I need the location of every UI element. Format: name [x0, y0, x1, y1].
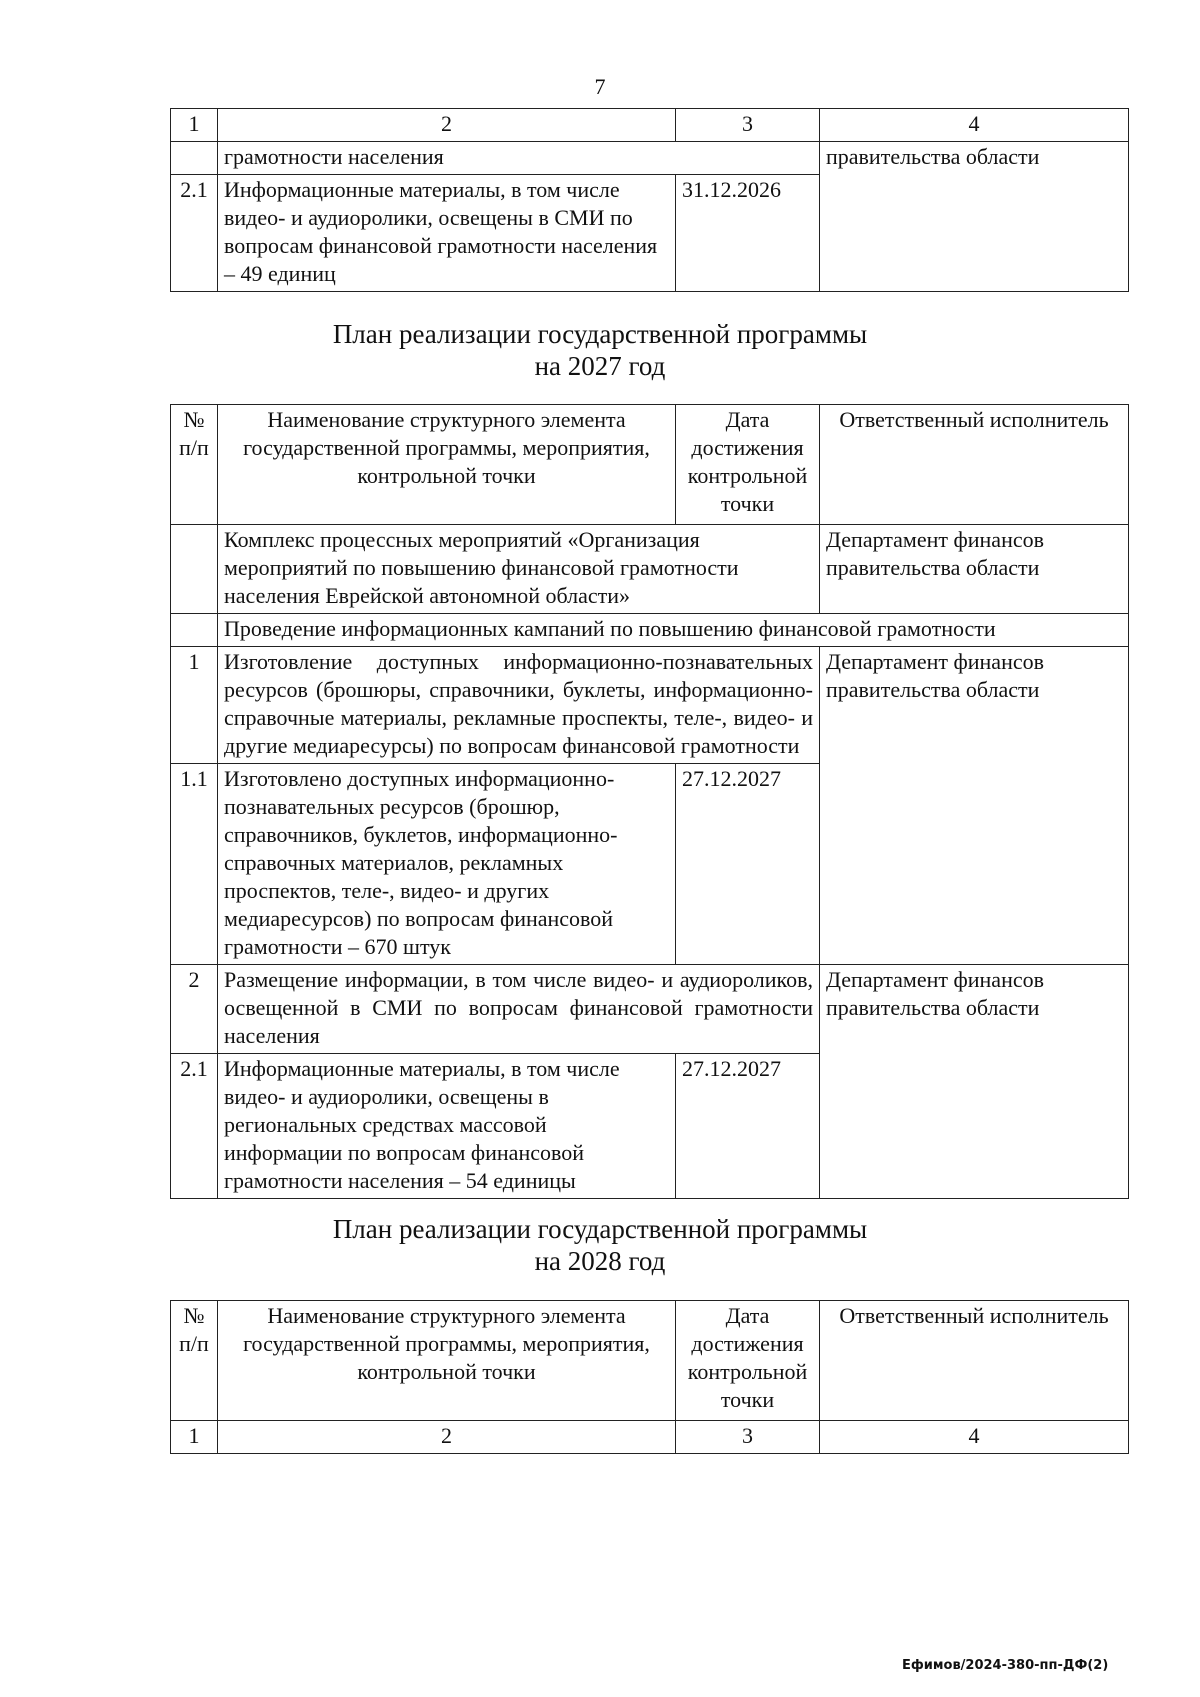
header-name: Наименование структурного элемента государственной программы, мероприятия, контрольной точки — [218, 1301, 676, 1421]
section-title-line: на 2028 год — [534, 1246, 666, 1276]
col-number-1: 1 — [171, 1421, 218, 1454]
row-number: 2 — [171, 965, 218, 1054]
campaign-heading: Проведение информационных кампаний по повышению финансовой грамотности — [218, 614, 1129, 647]
row-number: 1.1 — [171, 764, 218, 965]
header-executor: Ответственный исполнитель — [820, 1301, 1129, 1421]
complex-name: Комплекс процессных мероприятий «Организация мероприятий по повышению финансовой грамотности населения Еврейской автономной области» — [218, 525, 820, 614]
row-name: Изготовлено доступных информационно-познавательных ресурсов (брошюр, справочников, буклетов, информационно-справочных материалов, рекламных проспектов, теле-, видео- и других медиаресурсов) по вопросам финансовой грамотности – 670 штук — [218, 764, 676, 965]
row-executor: Департамент финансов правительства области — [820, 965, 1129, 1199]
table-row — [171, 614, 1129, 647]
section-title-2028 — [0, 1213, 1200, 1277]
table-header-numbers — [171, 109, 1129, 142]
col-number-3: 3 — [676, 109, 820, 142]
header-num: № п/п — [171, 1301, 218, 1421]
header-date: Дата достижения контрольной точки — [676, 405, 820, 525]
table-row — [171, 142, 1129, 175]
header-num: № п/п — [171, 405, 218, 525]
table-plan-2028 — [170, 1300, 1129, 1454]
document-code: Ефимов/2024-380-пп-ДФ(2) — [902, 1658, 1109, 1673]
row-date: 27.12.2027 — [676, 764, 820, 965]
row-date: 27.12.2027 — [676, 1054, 820, 1199]
table-continuation — [170, 108, 1129, 292]
row-number: 1 — [171, 647, 218, 764]
row-name: Изготовление доступных информационно-познавательных ресурсов (брошюры, справочники, буклеты, информационно-справочные материалы, рекламные проспекты, теле-, видео- и другие медиаресурсы) по вопросам финансовой грамотности — [218, 647, 820, 764]
table-row — [171, 647, 1129, 764]
page-number: 7 — [594, 74, 606, 99]
table-header — [171, 1301, 1129, 1421]
header-name: Наименование структурного элемента государственной программы, мероприятия, контрольной точки — [218, 405, 676, 525]
complex-executor: Департамент финансов правительства области — [820, 525, 1129, 614]
row-continuation-executor: правительства области — [820, 142, 1129, 292]
table-row — [171, 525, 1129, 614]
row-executor: Департамент финансов правительства области — [820, 647, 1129, 965]
row-date: 31.12.2026 — [676, 175, 820, 292]
col-number-1: 1 — [171, 109, 218, 142]
table-plan-2027 — [170, 404, 1129, 1199]
col-number-2: 2 — [218, 1421, 676, 1454]
header-executor: Ответственный исполнитель — [820, 405, 1129, 525]
col-number-3: 3 — [676, 1421, 820, 1454]
section-title-line: План реализации государственной программы — [332, 319, 868, 349]
section-title-line: на 2027 год — [534, 351, 666, 381]
row-continuation-name: грамотности населения — [218, 142, 820, 175]
row-name: Информационные материалы, в том числе видео- и аудиоролики, освещены в СМИ по вопросам финансовой грамотности населения – 49 единиц — [218, 175, 676, 292]
row-number: 2.1 — [171, 1054, 218, 1199]
section-title-line: План реализации государственной программы — [332, 1214, 868, 1244]
col-number-4: 4 — [820, 109, 1129, 142]
col-number-4: 4 — [820, 1421, 1129, 1454]
col-number-2: 2 — [218, 109, 676, 142]
row-number: 2.1 — [171, 175, 218, 292]
header-date: Дата достижения контрольной точки — [676, 1301, 820, 1421]
table-header-numbers — [171, 1421, 1129, 1454]
table-row — [171, 965, 1129, 1054]
table-header — [171, 405, 1129, 525]
section-title-2027 — [0, 318, 1200, 382]
row-name: Информационные материалы, в том числе видео- и аудиоролики, освещены в региональных средствах массовой информации по вопросам финансовой грамотности населения – 54 единицы — [218, 1054, 676, 1199]
row-name: Размещение информации, в том числе видео- и аудиороликов, освещенной в СМИ по вопросам финансовой грамотности населения — [218, 965, 820, 1054]
